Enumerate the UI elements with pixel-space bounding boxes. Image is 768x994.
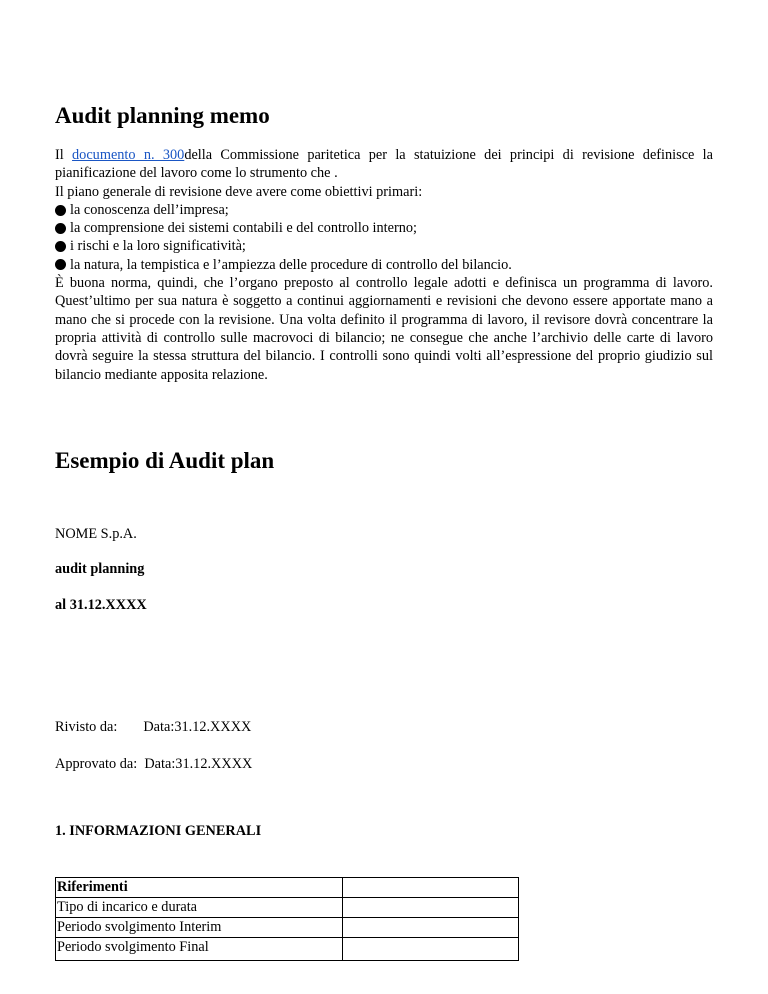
- page-title: Audit planning memo: [55, 103, 270, 128]
- list-item: [55, 201, 713, 219]
- table-cell-label: Periodo svolgimento Interim: [56, 918, 343, 938]
- table-cell-label: Tipo di incarico e durata: [56, 898, 343, 918]
- intro-p1-prefix: Il: [55, 147, 73, 163]
- intro-paragraph-1: [55, 146, 713, 183]
- list-item-text: la conoscenza dell’impresa;: [70, 201, 229, 218]
- approved-date: Data:31.12.XXXX: [144, 756, 253, 772]
- table-cell-label: Periodo svolgimento Final: [56, 938, 343, 961]
- table-row: [56, 898, 519, 918]
- table-cell-value: [343, 898, 519, 918]
- table-cell-value: [343, 918, 519, 938]
- section-heading: 1. INFORMAZIONI GENERALI: [55, 823, 262, 839]
- table-row: [56, 918, 519, 938]
- general-info-table: [55, 877, 519, 961]
- approved-label: Approvato da:: [55, 756, 138, 772]
- bullet-dot-icon: [55, 205, 66, 216]
- list-item-text: i rischi e la loro significatività;: [70, 238, 246, 255]
- approved-row: [55, 756, 252, 773]
- list-item: [55, 219, 713, 237]
- period-date: al 31.12.XXXX: [55, 597, 147, 613]
- document-300-link[interactable]: documento n. 300: [72, 147, 185, 163]
- bullet-dot-icon: [55, 241, 66, 252]
- table-cell-value: [343, 878, 519, 898]
- intro-p1-suffix: della Commissione paritetica per la statuizione dei principi di revisione definisce la pianificazione del lavoro come lo strumento che .: [55, 147, 714, 182]
- example-heading: Esempio di Audit plan: [55, 448, 275, 473]
- table-row: [56, 938, 519, 961]
- list-item: [55, 237, 713, 255]
- reviewed-row: [55, 719, 251, 736]
- reviewed-date: Data:31.12.XXXX: [143, 719, 252, 735]
- bullet-dot-icon: [55, 223, 66, 234]
- list-item: [55, 256, 713, 274]
- bullet-dot-icon: [55, 259, 66, 270]
- table-row: [56, 878, 519, 898]
- intro-section: [55, 146, 713, 384]
- table-cell-value: [343, 938, 519, 961]
- doc-type: audit planning: [55, 561, 145, 577]
- intro-paragraph-2: Il piano generale di revisione deve avere come obiettivi primari:: [55, 183, 423, 200]
- reviewed-label: Rivisto da:: [55, 719, 118, 735]
- list-item-text: la natura, la tempistica e l’ampiezza delle procedure di controllo del bilancio.: [70, 256, 512, 273]
- company-name: NOME S.p.A.: [55, 526, 137, 542]
- intro-paragraph-3: È buona norma, quindi, che l’organo preposto al controllo legale adotti e definisca un programma di lavoro. Quest’ultimo per sua natura è soggetto a continui aggiornamenti e revisioni che devono essere apportate mano a mano che si procede con la revisione. Una volta definito il programma di lavoro, il revisore dovrà concentrare la propria attività di controllo sulle macrovoci di bilancio; ne consegue che anche l’archivio delle carte di lavoro dovrà seguire la stessa struttura del bilancio. I controlli sono quindi volti all’espressione del proprio giudizio sul bilancio mediante apposita relazione.: [55, 275, 713, 383]
- table-cell-label: Riferimenti: [56, 878, 343, 898]
- list-item-text: la comprensione dei sistemi contabili e del controllo interno;: [70, 220, 418, 237]
